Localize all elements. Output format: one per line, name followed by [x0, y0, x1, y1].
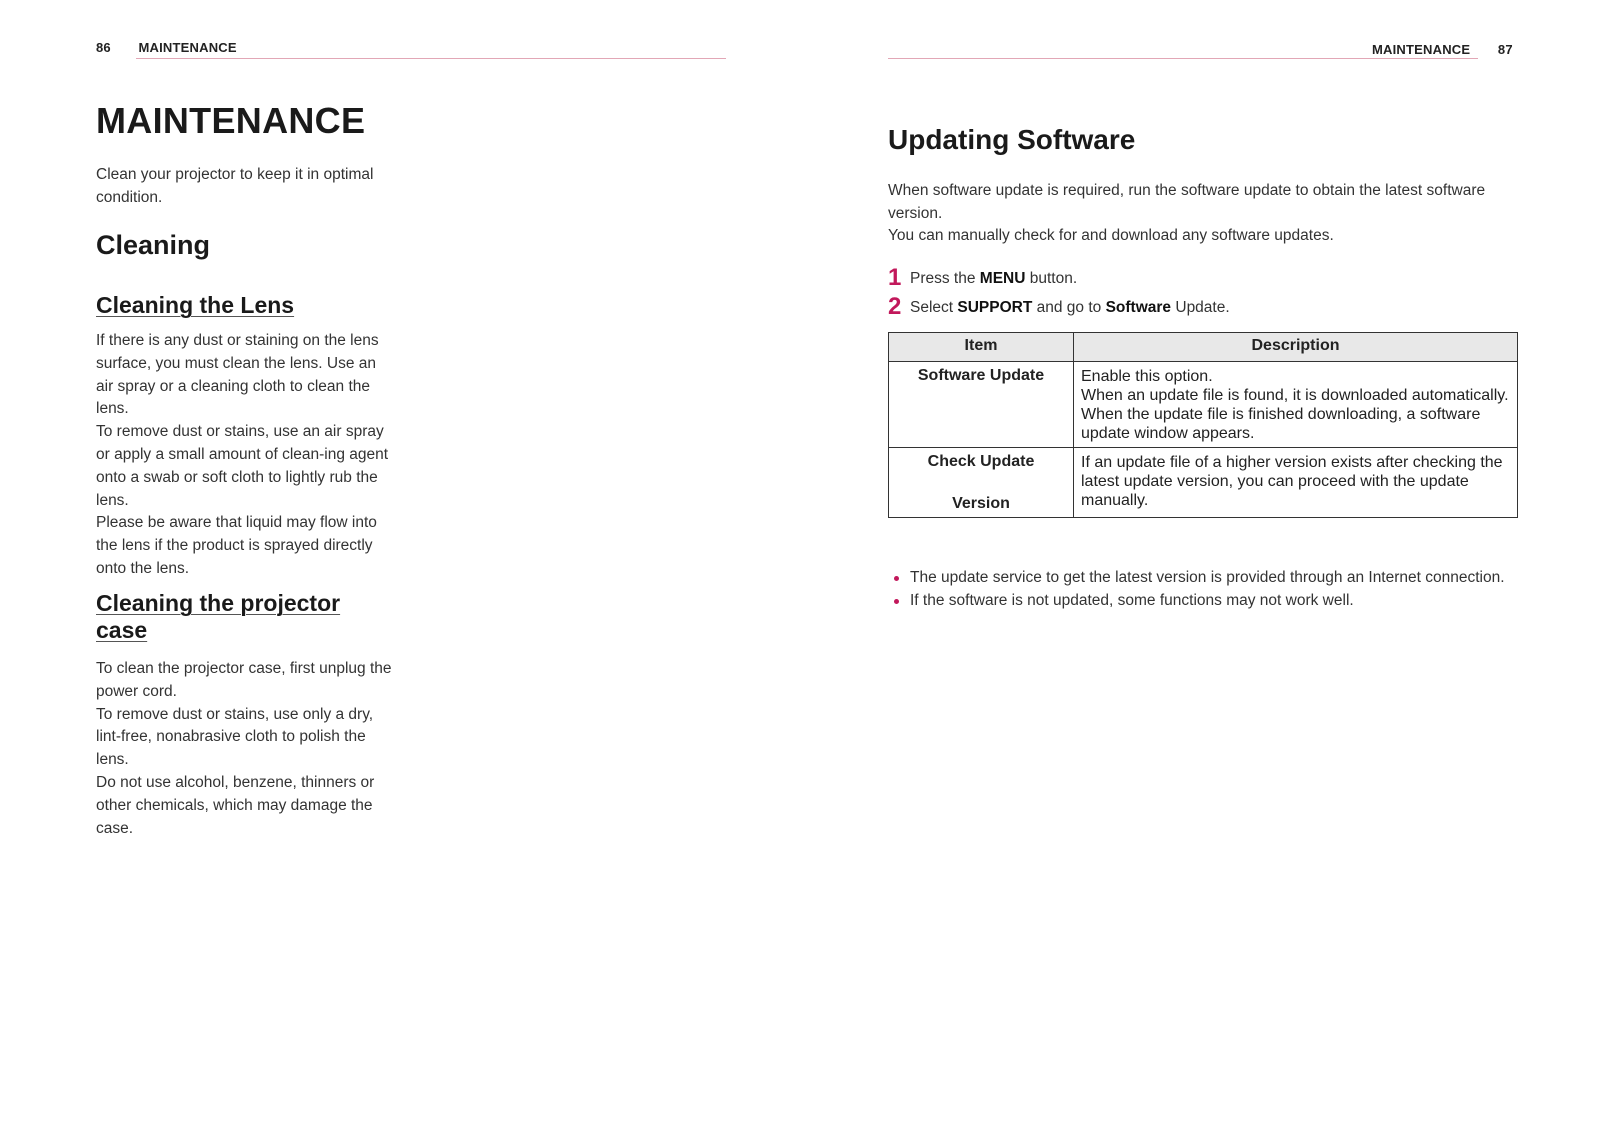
page-number: 86	[96, 40, 111, 55]
case-instructions	[96, 658, 396, 840]
section-title-updating-software: Updating Software	[888, 124, 1136, 155]
column-header-item: Item	[889, 333, 1074, 362]
paragraph: When software update is required, run the software update to obtain the latest software version.	[888, 182, 1486, 222]
notes-list	[888, 566, 1505, 612]
running-header-title: MAINTENANCE	[138, 40, 237, 55]
description-line: Enable this option.	[1081, 368, 1213, 385]
item-cell	[889, 448, 1074, 518]
step-2	[888, 293, 1230, 321]
item-line: Check Update	[927, 453, 1035, 470]
description-line: When an update file is found, it is downloaded automatically.	[1081, 387, 1509, 404]
step-text: Update.	[1171, 299, 1230, 316]
paragraph: If there is any dust or staining on the lens surface, you must clean the lens. Use an air spray or a cleaning cloth to clean the lens.	[96, 332, 379, 418]
table-header-row	[889, 333, 1518, 362]
section-heading-cleaning: Cleaning	[96, 230, 211, 260]
item-line: Version	[952, 495, 1010, 512]
running-header-right	[1372, 42, 1513, 57]
right-page	[806, 0, 1612, 1128]
step-text: button.	[1025, 270, 1078, 287]
table-row	[889, 362, 1518, 448]
description-line: When the update file is finished downloading, a software update window appears.	[1081, 406, 1481, 442]
description-line: If an update file of a higher version exists after checking the latest update version, you can proceed with the update manually.	[1081, 454, 1503, 509]
step-text: Press the	[910, 270, 980, 287]
paragraph: To clean the projector case, first unplug the power cord.	[96, 660, 392, 700]
header-rule	[136, 58, 726, 59]
update-intro	[888, 180, 1528, 248]
page-title: MAINTENANCE	[96, 100, 366, 141]
settings-table	[888, 332, 1518, 518]
header-rule	[888, 58, 1478, 59]
step-keyword: Software	[1105, 299, 1172, 316]
subheading-cleaning-lens	[96, 292, 294, 319]
paragraph: To remove dust or stains, use an air spray or apply a small amount of clean-ing agent onto a swab or soft cloth to lightly rub the lens.	[96, 423, 389, 509]
description-cell	[1074, 448, 1518, 518]
running-header-title: MAINTENANCE	[1372, 42, 1471, 57]
lens-instructions	[96, 330, 396, 581]
bullet-icon	[894, 576, 899, 581]
subheading-text: Cleaning the Lens	[96, 292, 295, 318]
paragraph: You can manually check for and download any software updates.	[888, 227, 1334, 244]
note-item	[888, 566, 1505, 589]
step-number: 2	[888, 293, 902, 320]
item-cell: Software Update	[889, 362, 1074, 448]
intro-text: Clean your projector to keep it in optimal condition.	[96, 166, 374, 206]
paragraph: To remove dust or stains, use only a dry, lint-free, nonabrasive cloth to polish the lens.	[96, 705, 374, 769]
step-keyword: MENU	[979, 270, 1026, 287]
column-header-description: Description	[1074, 333, 1518, 362]
subheading-text: Cleaning the projector case	[96, 590, 341, 643]
paragraph: Please be aware that liquid may flow into the lens if the product is sprayed directly onto the lens.	[96, 514, 377, 577]
subheading-cleaning-case	[96, 590, 376, 644]
note-text: If the software is not updated, some functions may not work well.	[910, 592, 1354, 609]
running-header-left	[96, 40, 237, 55]
step-1	[888, 264, 1077, 292]
table-row	[889, 448, 1518, 518]
step-number: 1	[888, 264, 902, 291]
description-cell	[1074, 362, 1518, 448]
note-item	[888, 589, 1505, 612]
paragraph: Do not use alcohol, benzene, thinners or other chemicals, which may damage the case.	[96, 773, 375, 837]
note-text: The update service to get the latest version is provided through an Internet connection.	[910, 569, 1505, 586]
step-keyword: SUPPORT	[957, 299, 1033, 316]
step-text: Select	[910, 299, 958, 316]
bullet-icon	[894, 599, 899, 604]
step-text: and go to	[1032, 299, 1106, 316]
page-number: 87	[1497, 42, 1513, 57]
